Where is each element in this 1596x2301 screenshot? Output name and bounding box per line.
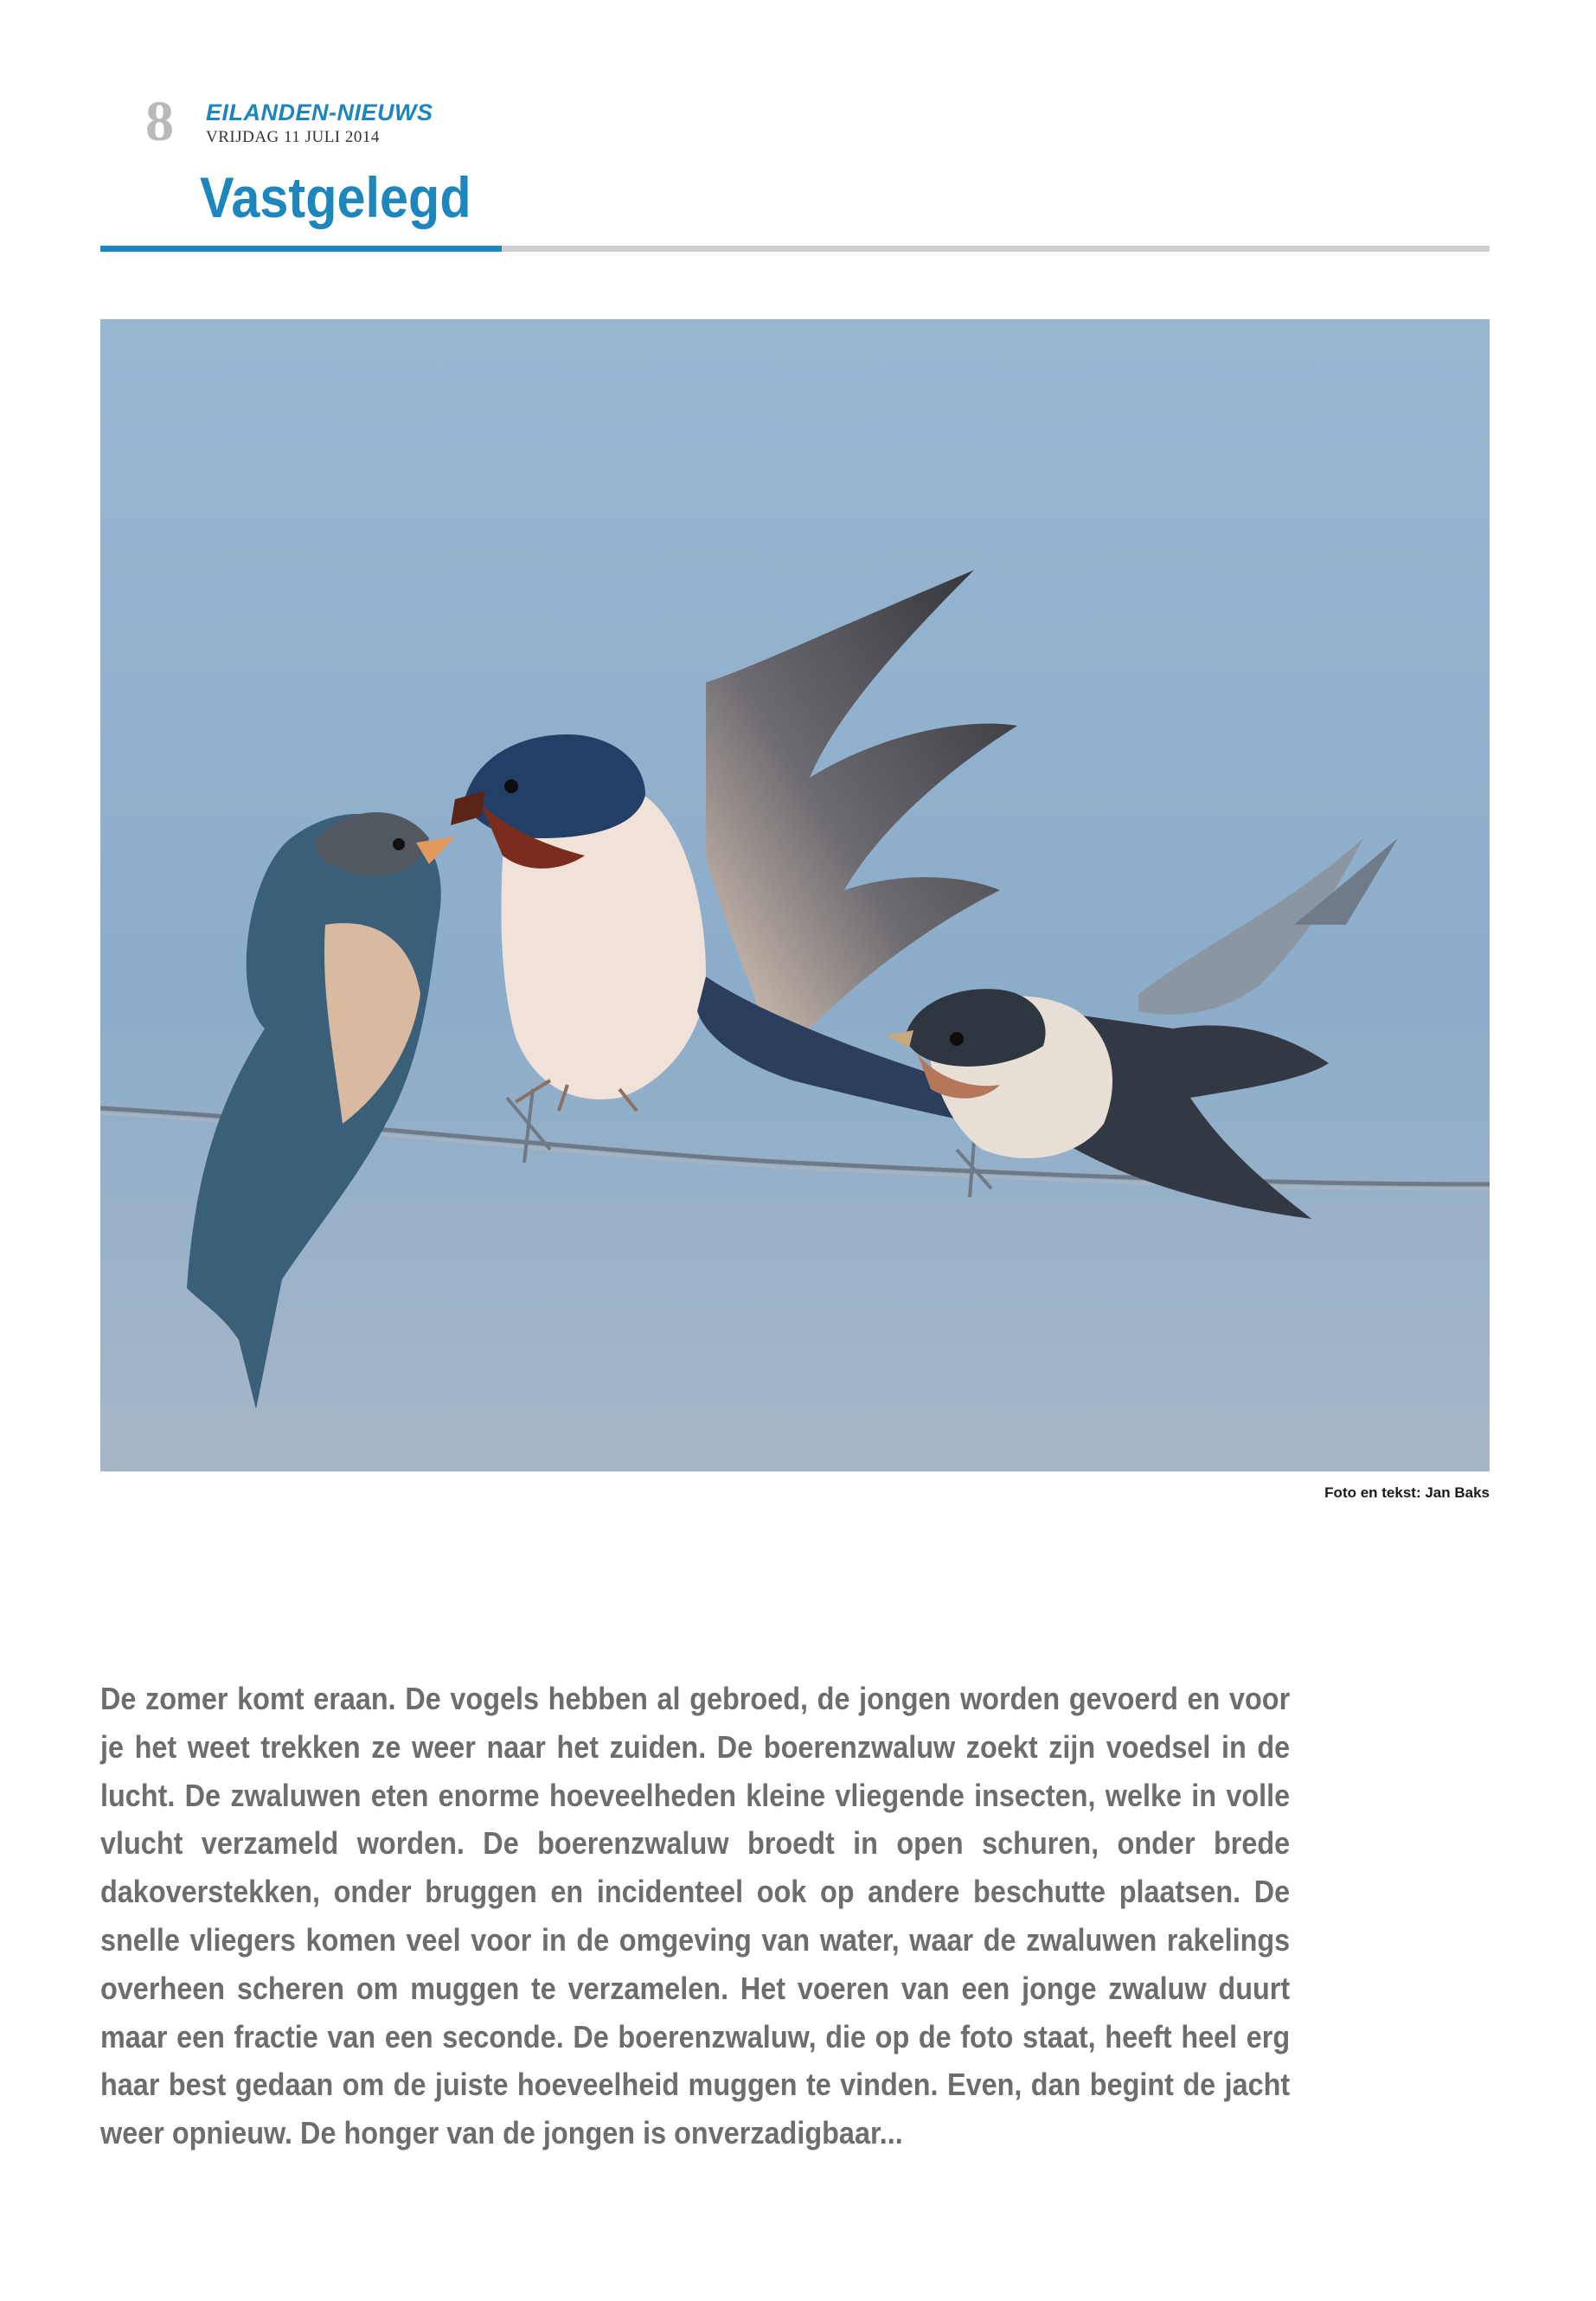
newspaper-masthead: EILANDEN-NIEUWS	[206, 99, 433, 125]
swallows-illustration	[100, 319, 1490, 1471]
issue-date: VRIJDAG 11 JULI 2014	[206, 128, 380, 146]
swallows-photo	[100, 319, 1490, 1471]
photo-credit: Foto en tekst: Jan Baks	[1324, 1484, 1490, 1501]
page-number: 8	[145, 90, 174, 153]
section-title: Vastgelegd	[200, 165, 471, 229]
article-body: De zomer komt eraan. De vogels hebben al gebroed, de jongen worden gevoerd en voor je het weet trekken ze weer naar het zuiden. De boerenzwaluw zoekt zijn voedsel in de lucht. De zwaluwen eten enorme hoeveelheden kleine vliegende insecten, welke in volle vlucht verzameld worden. De boerenzwaluw broedt in open schuren, onder brede dakoverstekken, onder bruggen en incidenteel ook op andere beschutte plaatsen. De snelle vliegers komen veel voor in de omgeving van water, waar de zwaluwen rakelings overheen scheren om muggen te verzamelen. Het voeren van een jonge zwaluw duurt maar een fractie van een seconde. De boerenzwaluw, die op de foto staat, heeft heel erg haar best gedaan om de juiste hoeveelheid muggen te vinden. Even, dan begint de jacht weer opnieuw. De honger van de jongen is onverzadigbaar...	[100, 1681, 1291, 2151]
header-rule-accent	[100, 246, 502, 252]
